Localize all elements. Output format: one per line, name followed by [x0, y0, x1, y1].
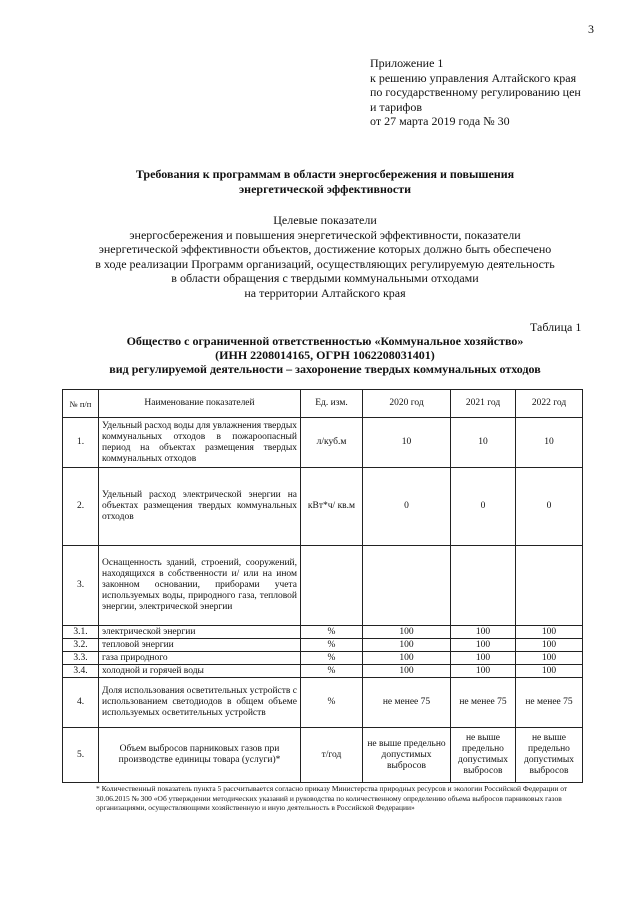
value-2021: 0: [451, 468, 516, 546]
unit: [301, 546, 363, 626]
org-line: (ИНН 2208014165, ОГРН 1062208031401): [215, 348, 435, 362]
header-2022: 2022 год: [516, 390, 583, 418]
unit: %: [301, 639, 363, 652]
header-2020: 2020 год: [363, 390, 451, 418]
value-2022: не выше предельно допустимых выбросов: [516, 728, 583, 783]
value-2021: 100: [451, 652, 516, 665]
table-row: [63, 418, 583, 468]
intro-text: [90, 213, 560, 300]
row-number: 3.: [63, 546, 99, 626]
unit: %: [301, 665, 363, 678]
intro-line: на территории Алтайского края: [244, 285, 406, 300]
table-row: [63, 468, 583, 546]
intro-line: Целевые показатели: [273, 213, 377, 227]
row-number: 1.: [63, 418, 99, 468]
table-row: [63, 652, 583, 665]
row-number: 3.2.: [63, 639, 99, 652]
value-2021: не выше предельно допустимых выбросов: [451, 728, 516, 783]
value-2022: 100: [516, 652, 583, 665]
org-line: Общество с ограниченной ответственностью «Коммунальное хозяйство»: [126, 334, 524, 348]
header-unit: Ед. изм.: [301, 390, 363, 418]
appendix-line: к решению управления Алтайского края: [370, 70, 577, 85]
row-number: 3.3.: [63, 652, 99, 665]
row-number: 4.: [63, 678, 99, 728]
appendix-line: и тарифов: [370, 99, 423, 114]
intro-line: в ходе реализации Программ организаций, осуществляющих регулируемую деятельность: [95, 256, 555, 271]
title-line: энергетической эффективности: [238, 181, 412, 196]
indicator-name: холодной и горячей воды: [99, 665, 301, 678]
value-2022: 0: [516, 468, 583, 546]
value-2021: не менее 75: [451, 678, 516, 728]
value-2020: 100: [363, 652, 451, 665]
document-title: [90, 167, 560, 196]
table-row: [63, 678, 583, 728]
appendix-line: по государственному регулированию цен: [370, 85, 581, 99]
indicator-name: Оснащенность зданий, строений, сооружений, находящихся в собственности и/ или на ином законном основании, приборами учета используемых воды, природного газа, тепловой энергии, электрической энергии: [99, 546, 301, 626]
unit: л/куб.м: [301, 418, 363, 468]
value-2021: [451, 546, 516, 626]
value-2020: [363, 546, 451, 626]
intro-line: энергосбережения и повышения энергетической эффективности, показатели: [129, 227, 521, 242]
page-number: 3: [588, 22, 594, 36]
value-2022: 100: [516, 626, 583, 639]
row-number: 2.: [63, 468, 99, 546]
unit: %: [301, 652, 363, 665]
value-2020: 10: [363, 418, 451, 468]
value-2020: 100: [363, 626, 451, 639]
header-name: Наименование показателей: [99, 390, 301, 418]
appendix-line: Приложение 1: [370, 56, 444, 70]
indicator-name: Удельный расход электрической энергии на объектах размещения твердых коммунальных отходов: [99, 468, 301, 546]
value-2021: 100: [451, 665, 516, 678]
table-header-row: [63, 390, 583, 418]
unit: кВт*ч/ кв.м: [301, 468, 363, 546]
row-number: 3.1.: [63, 626, 99, 639]
indicator-name: Удельный расход воды для увлажнения твердых коммунальных отходов в пожароопасный период на объектах размещения твердых коммунальных отходов: [99, 418, 301, 468]
value-2021: 100: [451, 639, 516, 652]
row-number: 5.: [63, 728, 99, 783]
footnote: * Количественный показатель пункта 5 рассчитывается согласно приказу Министерства природных ресурсов и экологии Российской Федерации от 30.06.2015 № 300 «Об утверждении методических указаний и руководства по количественному определению объема выбросов парниковых газов организациями, осуществляющими хозяйственную и иную деятельность в Российской Федерации»: [96, 784, 568, 812]
table-row: [63, 665, 583, 678]
header-2021: 2021 год: [451, 390, 516, 418]
value-2022: [516, 546, 583, 626]
intro-line: в области обращения с твердыми коммунальными отходами: [171, 271, 479, 285]
org-line: вид регулируемой деятельности – захоронение твердых коммунальных отходов: [109, 362, 541, 376]
indicator-name: Доля использования осветительных устройств с использованием светодиодов в общем объеме используемых осветительных устройств: [99, 678, 301, 728]
value-2022: 100: [516, 665, 583, 678]
value-2020: 0: [363, 468, 451, 546]
indicator-name: электрической энергии: [99, 626, 301, 639]
value-2021: 100: [451, 626, 516, 639]
value-2020: 100: [363, 639, 451, 652]
value-2022: не менее 75: [516, 678, 583, 728]
unit: т/год: [301, 728, 363, 783]
table-row: [63, 546, 583, 626]
value-2020: не выше предельно допустимых выбросов: [363, 728, 451, 783]
organization-heading: [70, 334, 580, 376]
value-2022: 10: [516, 418, 583, 468]
header-no: № п/п: [63, 390, 99, 418]
value-2022: 100: [516, 639, 583, 652]
title-line: Требования к программам в области энергосбережения и повышения: [135, 167, 515, 181]
row-number: 3.4.: [63, 665, 99, 678]
value-2020: 100: [363, 665, 451, 678]
indicator-name: газа природного: [99, 652, 301, 665]
value-2021: 10: [451, 418, 516, 468]
value-2020: не менее 75: [363, 678, 451, 728]
unit: %: [301, 678, 363, 728]
unit: %: [301, 626, 363, 639]
indicators-table: [62, 389, 583, 783]
table-row: [63, 728, 583, 783]
appendix-header: [370, 56, 581, 129]
table-row: [63, 626, 583, 639]
table-row: [63, 639, 583, 652]
indicator-name: тепловой энергии: [99, 639, 301, 652]
intro-line: энергетической эффективности объектов, достижение которых должно быть обеспечено: [98, 242, 552, 256]
appendix-line: от 27 марта 2019 года № 30: [370, 114, 510, 128]
table-label: Таблица 1: [530, 320, 582, 334]
indicator-name: Объем выбросов парниковых газов при производстве единицы товара (услуги)*: [99, 728, 301, 783]
